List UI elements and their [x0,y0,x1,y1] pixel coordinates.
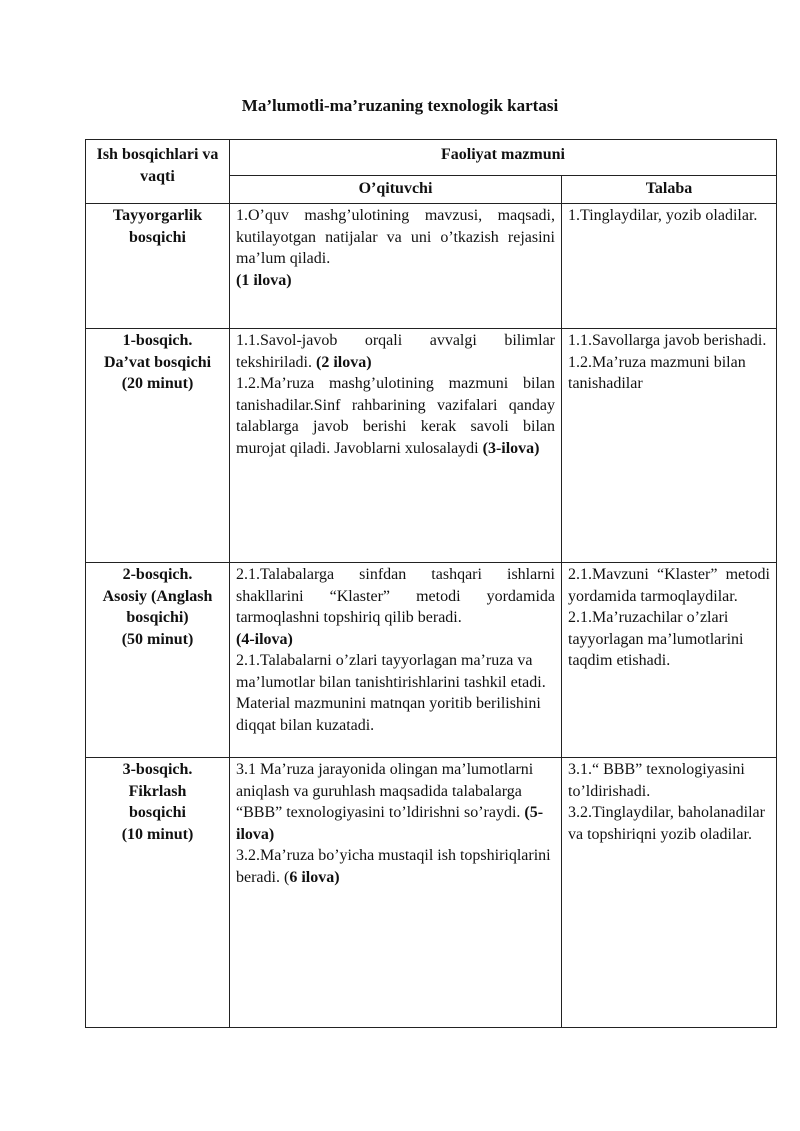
stage-label: 2-bosqich. [122,566,193,583]
student-text: 1.1.Savollarga javob berishadi. [568,332,767,349]
student-text: 2.1.Mavzuni “Klaster” metodi yordamida tarmoqlaydilar. [568,566,770,605]
student-text: 3.1.“ BBB” texnologiyasini to’ldirishadi. [568,761,745,800]
teacher-activity-cell [230,563,562,758]
stage-cell [86,204,230,329]
student-text: 1.Tinglaydilar, yozib oladilar. [568,207,758,224]
stage-cell [86,758,230,1028]
teacher-text: 3.2.Ma’ruza bo’yicha mustaqil ish topshiriqlarini beradi. ( [236,847,551,886]
stage-label: 1-bosqich. [122,332,193,349]
document-title: Ma’lumotli-ma’ruzaning texnologik kartasi [241,96,559,115]
stage-cell [86,329,230,563]
student-text: 2.1.Ma’ruzachilar o’zlari tayyorlagan ma’lumotlarini taqdim etishadi. [568,609,744,669]
stage-label: Fikrlash [128,782,187,800]
student-text: 1.2.Ma’ruza mazmuni bilan tanishadilar [568,353,746,392]
stage-label: Da’vat bosqichi [103,353,212,371]
student-activity-cell [562,758,777,1028]
appendix-ref: (5-ilova) [236,804,544,843]
header-student: Talaba [562,176,777,204]
teacher-text: 1.1.Savol-javob orqali avvalgi bilimlar tekshiriladi. [236,332,555,371]
appendix-ref: 6 ilova) [289,868,340,886]
stage-label: bosqichi [129,228,186,246]
stage-time: (50 minut) [121,630,194,648]
teacher-text: 2.1.Talabalarga sinfdan tashqari ishlarni shakllarini “Klaster” metodi yordamida tarmoqlashni topshiriq qilib beradi. [236,566,555,626]
teacher-activity-cell [230,758,562,1028]
teacher-text: 1.O’quv mashg’ulotining mavzusi, maqsadi, kutilayotgan natijalar va uni o’tkazish rejasini ma’lum qiladi. [236,207,555,267]
teacher-text: 3.1 Ma’ruza jarayonida olingan ma’lumotlarni aniqlash va guruhlash maqsadida talabalarga “BBB” texnologiyasini to’ldirishni so’raydi. [236,761,534,821]
header-row [86,140,777,176]
stage-label: bosqichi) [126,609,189,626]
table-row [86,563,777,758]
header-teacher: O’qituvchi [230,176,562,204]
teacher-text: 1.2.Ma’ruza mashg’ulotining mazmuni bilan tanishadilar.Sinf rahbarining vazifalari qanday talablarga javob berishi kerak savoli bilan murojat qiladi. Javoblarni xulosalaydi [236,375,555,457]
teacher-activity-cell [230,329,562,563]
stage-label: bosqichi [129,804,186,821]
stage-label: 3-bosqich. [122,761,193,778]
student-activity-cell [562,329,777,563]
stage-label: Asosiy (Anglash [102,587,213,605]
appendix-ref: (4-ilova) [236,630,293,648]
stage-time: (20 minut) [121,375,194,392]
technology-card-table [85,139,777,1028]
table-row [86,758,777,1028]
stage-label: Tayyorgarlik [112,207,203,224]
student-activity-cell [562,563,777,758]
header-activity-content: Faoliyat mazmuni [230,140,777,176]
appendix-ref: (2 ilova) [315,353,372,371]
student-text: 3.2.Tinglaydilar, baholanadilar va topshiriqni yozib oladilar. [568,804,765,843]
stage-cell [86,563,230,758]
stage-time: (10 minut) [121,825,194,843]
appendix-ref: (3-ilova) [482,439,540,457]
appendix-ref: (1 ilova) [236,271,292,289]
header-stage-time: Ish bosqichlari va vaqti [86,140,230,204]
table-row [86,329,777,563]
table-row [86,204,777,329]
student-activity-cell [562,204,777,329]
teacher-text: 2.1.Talabalarni o’zlari tayyorlagan ma’ruza va ma’lumotlar bilan tanishtirishlarini tashkil etadi. Material mazmunini matnqan yoritib berilishini diqqat bilan kuzatadi. [236,652,546,734]
teacher-activity-cell [230,204,562,329]
